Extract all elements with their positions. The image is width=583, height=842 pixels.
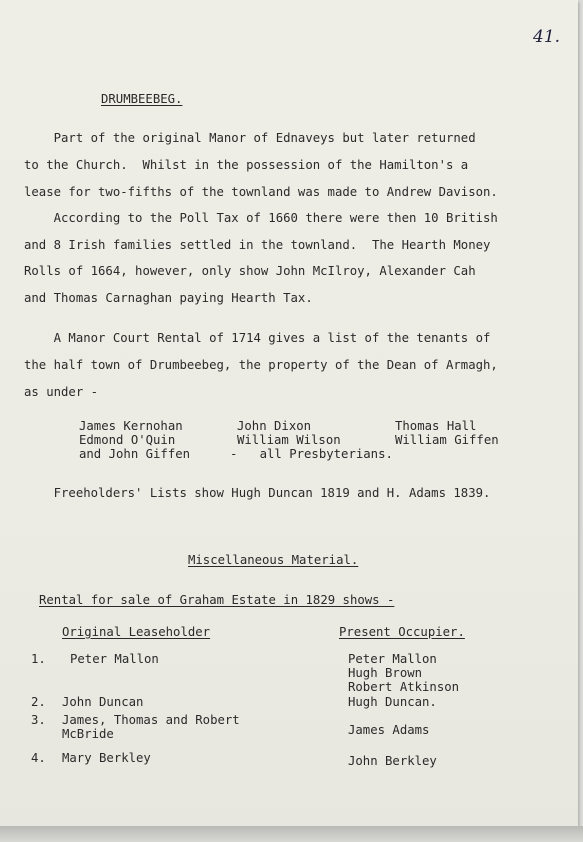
column-header-occupier: Present Occupier. <box>339 625 465 639</box>
tenant-name: Thomas Hall <box>395 419 477 433</box>
document-title: DRUMBEEBEG. <box>101 92 183 106</box>
row-number: 4. <box>31 751 46 765</box>
leaseholder-name: James, Thomas and Robert <box>62 713 240 727</box>
misc-heading: Miscellaneous Material. <box>188 553 359 567</box>
leaseholder-name: Mary Berkley <box>62 751 151 765</box>
paragraph-line: Part of the original Manor of Ednaveys but later returned <box>24 131 476 145</box>
page-number: 41. <box>533 27 561 47</box>
paragraph-line: According to the Poll Tax of 1660 there were then 10 British <box>24 211 498 225</box>
paragraph-line: the half town of Drumbeebeg, the property of the Dean of Armagh, <box>24 358 498 372</box>
occupier-name: John Berkley <box>348 754 437 768</box>
row-number: 1. <box>31 652 46 666</box>
row-number: 2. <box>31 695 46 709</box>
page-shadow <box>0 826 583 842</box>
paragraph-line: A Manor Court Rental of 1714 gives a list of the tenants of <box>24 331 491 345</box>
occupier-name: Hugh Brown <box>348 666 423 680</box>
paragraph-line: and 8 Irish families settled in the townland. The Hearth Money <box>24 238 491 252</box>
tenant-note: - all Presbyterians. <box>230 447 393 461</box>
tenant-name: William Wilson <box>237 433 341 447</box>
tenant-name: James Kernohan <box>79 419 183 433</box>
column-header-leaseholder: Original Leaseholder <box>62 625 211 639</box>
leaseholder-name: Peter Mallon <box>70 652 159 666</box>
tenant-name: William Giffen <box>395 433 499 447</box>
occupier-name: Robert Atkinson <box>348 680 460 694</box>
paragraph-line: to the Church. Whilst in the possession of the Hamilton's a <box>24 158 469 172</box>
rental-heading: Rental for sale of Graham Estate in 1829 shows - <box>39 593 395 607</box>
occupier-name: Hugh Duncan. <box>348 695 437 709</box>
freeholders-line: Freeholders' Lists show Hugh Duncan 1819 and H. Adams 1839. <box>24 486 491 500</box>
tenant-name: and John Giffen <box>79 447 191 461</box>
leaseholder-name: John Duncan <box>62 695 144 709</box>
paragraph-line: and Thomas Carnaghan paying Hearth Tax. <box>24 291 313 305</box>
occupier-name: Peter Mallon <box>348 652 437 666</box>
row-number: 3. <box>31 713 46 727</box>
tenant-name: John Dixon <box>237 419 312 433</box>
paragraph-line: as under - <box>24 385 99 399</box>
paragraph-line: Rolls of 1664, however, only show John McIlroy, Alexander Cah <box>24 264 476 278</box>
leaseholder-name: McBride <box>62 727 114 741</box>
tenant-name: Edmond O'Quin <box>79 433 176 447</box>
occupier-name: James Adams <box>348 723 430 737</box>
paragraph-line: lease for two-fifths of the townland was made to Andrew Davison. <box>24 185 498 199</box>
